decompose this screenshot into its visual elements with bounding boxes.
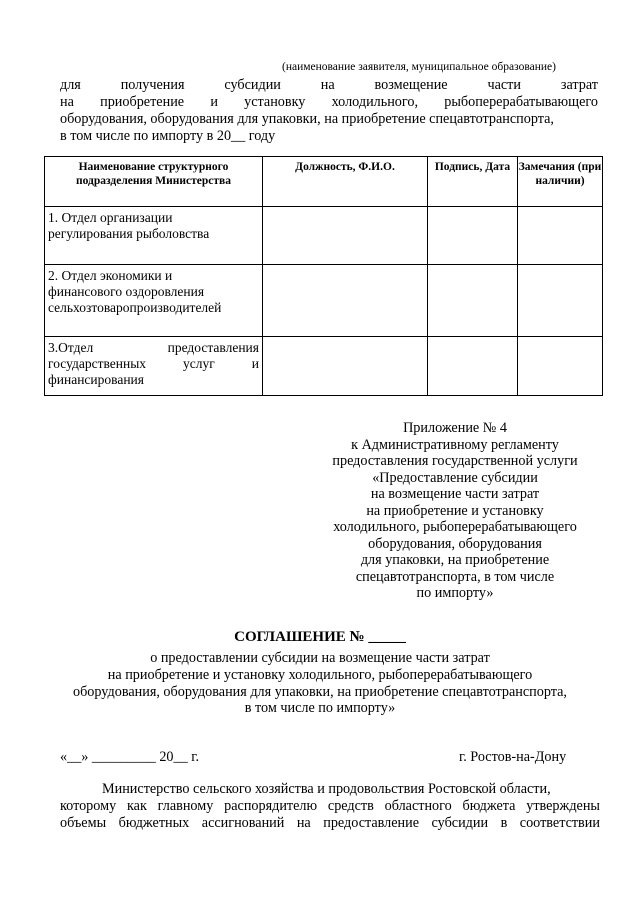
word: субсидии	[431, 815, 489, 831]
subtitle-line: оборудования, оборудования для упаковки, на приобретение спецавтотранспорта,	[73, 683, 567, 700]
appendix-line: предоставления государственной услуги	[332, 453, 578, 469]
department-line: финансового оздоровления	[48, 284, 205, 299]
subtitle-line: о предоставлении субсидии на возмещение части затрат	[150, 650, 490, 666]
word: и	[210, 94, 218, 110]
word: возмещение	[374, 77, 448, 93]
department-line: регулирования рыболовства	[48, 226, 210, 241]
word: распорядителю	[224, 798, 318, 814]
department-line	[48, 340, 259, 356]
appendix-line: Приложение № 4	[403, 420, 507, 436]
applicant-caption: (наименование заявителя, муниципальное образование)	[282, 61, 556, 73]
word: областного	[384, 798, 452, 814]
appendix-line: к Административному регламенту	[351, 436, 559, 453]
word: бюджета	[462, 798, 516, 814]
department-line: сельхозтоваропроизводителей	[48, 300, 222, 315]
agreement-subtitle	[0, 650, 640, 717]
word: государственных	[48, 356, 147, 371]
subtitle-line: в том числе по импорту»	[244, 700, 396, 717]
position-cell[interactable]	[263, 207, 428, 265]
word: бюджетных	[118, 815, 190, 831]
table-row	[45, 337, 603, 396]
approval-table	[44, 156, 603, 396]
agreement-city: г. Ростов-на-Дону	[459, 749, 567, 765]
remarks-cell[interactable]	[518, 337, 603, 396]
appendix-line: на возмещение части затрат	[370, 486, 540, 502]
signature-cell[interactable]	[428, 265, 518, 337]
word: на	[320, 77, 335, 93]
word: главному	[157, 798, 214, 814]
department-cell	[45, 265, 263, 337]
word: субсидии	[224, 77, 281, 93]
signature-cell[interactable]	[428, 207, 518, 265]
appendix-line: оборудования, оборудования	[368, 535, 542, 552]
position-cell[interactable]	[263, 337, 428, 396]
word: затрат	[560, 77, 598, 93]
word: и	[251, 356, 259, 371]
word: установку	[244, 94, 306, 110]
word: которому	[60, 798, 117, 814]
intro-line-3: оборудования, оборудования для упаковки, на приобретение спецавтотранспорта,	[60, 111, 554, 127]
word: на	[60, 94, 74, 110]
department-cell	[45, 207, 263, 265]
department-cell	[45, 337, 263, 396]
word: объемы	[60, 815, 107, 831]
department-line: 1. Отдел организации	[48, 210, 173, 225]
word: получения	[120, 77, 185, 93]
word: предоставление	[323, 815, 420, 831]
word: утверждены	[526, 798, 600, 814]
body-line-3	[60, 815, 600, 832]
word: для	[60, 77, 81, 93]
agreement-body	[60, 781, 600, 832]
word: приобретение	[100, 94, 185, 110]
remarks-cell[interactable]	[518, 265, 603, 337]
intro-line-2	[60, 94, 598, 111]
agreement-date: «__» _________ 20__ г.	[60, 749, 199, 765]
intro-line-1	[60, 77, 598, 94]
table-header-row	[45, 157, 603, 207]
signature-cell[interactable]	[428, 337, 518, 396]
word: на	[296, 815, 311, 831]
appendix-line: холодильного, рыбоперерабатывающего	[333, 519, 577, 535]
appendix-line: на приобретение и установку	[366, 502, 544, 519]
word: ассигнований	[201, 815, 285, 831]
department-line: 2. Отдел экономики и	[48, 268, 173, 283]
appendix-line: «Предоставление субсидии	[372, 469, 538, 486]
remarks-cell[interactable]	[518, 207, 603, 265]
word: в	[500, 815, 508, 831]
subtitle-line: на приобретение и установку холодильного, рыбоперерабатывающего	[107, 666, 533, 683]
word: услуг	[183, 356, 215, 371]
agreement-title: СОГЛАШЕНИЕ № _____	[234, 629, 406, 645]
word: средств	[327, 798, 374, 814]
word: рыбоперерабатывающего	[444, 94, 598, 110]
word: 3.Отдел	[48, 340, 94, 355]
table-row	[45, 207, 603, 265]
word: как	[126, 798, 147, 814]
department-line: финансирования	[48, 372, 144, 387]
intro-line-4: в том числе по импорту в 20__ году	[60, 128, 276, 144]
table-row	[45, 265, 603, 337]
body-line-1: Министерство сельского хозяйства и продовольствия Ростовской области,	[102, 781, 551, 797]
column-header-signature: Подпись, Дата	[428, 157, 518, 207]
department-line	[48, 356, 259, 372]
column-header-department: Наименование структурного подразделения Министерства	[45, 157, 263, 207]
body-line-2	[60, 798, 600, 815]
word: части	[487, 77, 521, 93]
appendix-line: спецавтотранспорта, в том числе	[355, 568, 555, 585]
intro-paragraph	[60, 77, 598, 145]
column-header-remarks: Замечания (при наличии)	[518, 157, 603, 207]
appendix-line: для упаковки, на приобретение	[360, 552, 550, 568]
word: холодильного,	[331, 94, 419, 110]
position-cell[interactable]	[263, 265, 428, 337]
word: соответствии	[519, 815, 600, 831]
word: предоставления	[167, 340, 259, 355]
appendix-block	[300, 420, 610, 602]
appendix-line: по импорту»	[416, 585, 494, 601]
column-header-position: Должность, Ф.И.О.	[263, 157, 428, 207]
